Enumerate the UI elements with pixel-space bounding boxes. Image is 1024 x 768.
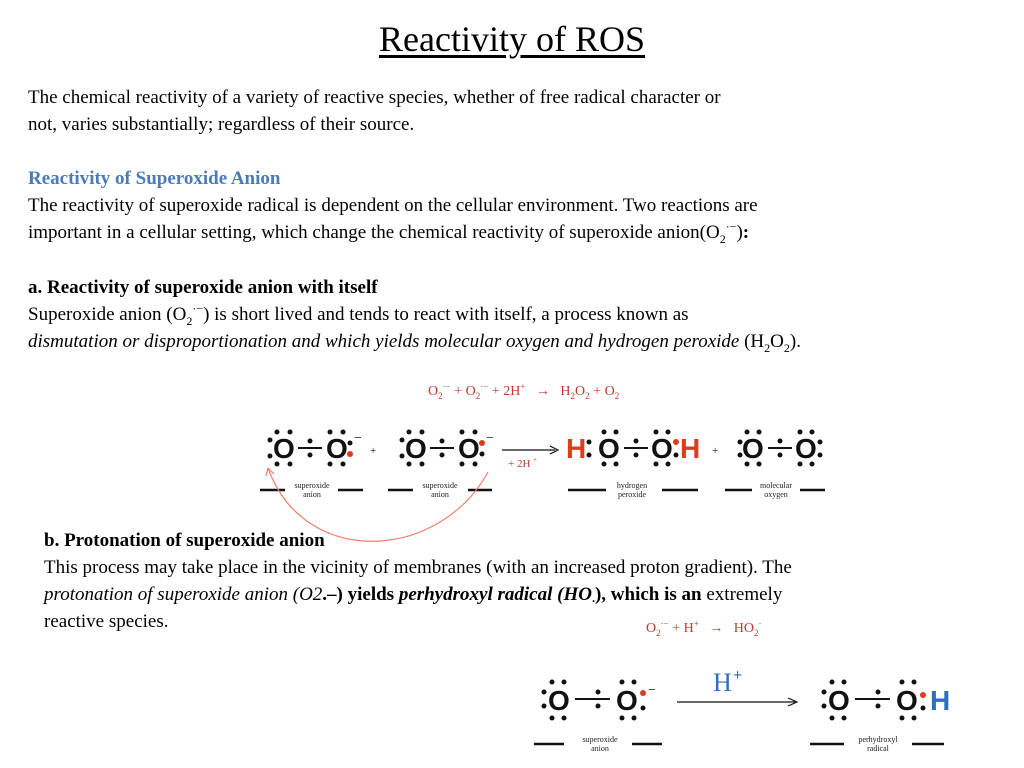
- section-b: [44, 527, 792, 635]
- eq2-product: HO: [733, 621, 755, 636]
- section-a-h2-sub: 2: [764, 340, 771, 355]
- perhydroxyl-molecule: [810, 680, 950, 754]
- section-a-heading: a. Reactivity of superoxide anion with itself: [28, 277, 378, 298]
- section-a-sub: 2: [186, 313, 193, 328]
- section-a-o: O: [770, 331, 784, 352]
- label-superoxide-2: superoxide: [422, 481, 458, 490]
- molecular-oxygen-molecule: [725, 430, 825, 500]
- section-b-line-3: reactive species.: [44, 611, 169, 632]
- arrow-label-2h: + 2H: [508, 458, 531, 470]
- superoxide-molecule-3: [534, 680, 662, 754]
- section-b-bold-1: .–) yields: [322, 584, 399, 605]
- atom-o: O: [651, 433, 673, 464]
- eq1-sub-a: 2: [438, 390, 443, 401]
- eq1-hplus: +: [520, 381, 526, 392]
- superoxide-heading: Reactivity of Superoxide Anion: [28, 168, 281, 189]
- section-a-line-2-post: ).: [789, 331, 801, 352]
- atom-o: O: [405, 433, 427, 464]
- atom-h: H: [680, 433, 701, 464]
- equation-2: [646, 618, 762, 638]
- atom-o: O: [795, 433, 817, 464]
- hplus-sup: +: [733, 667, 743, 684]
- atom-o: O: [458, 433, 480, 464]
- eq1-h2o2-o: O: [575, 384, 586, 399]
- atom-o: O: [273, 433, 295, 464]
- eq1-o2: O: [604, 384, 615, 399]
- section-b-line-1: This process may take place in the vicinity of membranes (with an increased proton gradient). The: [44, 557, 792, 578]
- eq2-sub: 2: [656, 627, 661, 638]
- eq1-o-a: O: [428, 384, 439, 399]
- section-b-line-2-post: extremely: [701, 584, 783, 605]
- label-molecular: molecular: [760, 481, 792, 490]
- superoxide-colon: :: [742, 222, 750, 243]
- eq2-plus-h: + H: [672, 621, 694, 636]
- eq2-hplus: +: [693, 618, 699, 629]
- atom-o: O: [616, 685, 638, 716]
- section-b-bold-2: ), which is an: [594, 584, 702, 605]
- eq1-sup-a: ·−: [442, 381, 451, 392]
- section-b-radical-dot: ·: [591, 593, 595, 608]
- label-anion-3: anion: [591, 744, 609, 753]
- eq1-plus-2h: + 2H: [491, 384, 521, 399]
- atom-o: O: [598, 433, 620, 464]
- superoxide-molecule-2: [388, 430, 494, 500]
- label-hydrogen: hydrogen: [616, 481, 648, 490]
- section-a-sup: ·−: [192, 301, 204, 316]
- section-a-h2o2-pre: (H: [739, 331, 765, 352]
- eq1-h: H: [560, 384, 571, 399]
- charge-label: −: [648, 683, 656, 698]
- eq1-h-sub: 2: [570, 390, 576, 401]
- eq1-plus-3: +: [593, 384, 602, 399]
- label-oxygen: oxygen: [764, 490, 788, 499]
- eq1-sub-b: 2: [475, 390, 481, 401]
- label-superoxide-3: superoxide: [582, 735, 618, 744]
- plus-sign-2: +: [712, 445, 719, 457]
- arrow-label-sup: +: [533, 456, 537, 464]
- superoxide-molecule-1: [260, 430, 363, 500]
- label-radical: radical: [867, 744, 889, 753]
- label-perhydroxyl: perhydroxyl: [858, 735, 898, 744]
- equation-1: [428, 381, 620, 401]
- eq2-product-sub: 2: [754, 627, 759, 638]
- section-b-italic: protonation of superoxide anion (O2: [44, 584, 323, 605]
- section-b-heading: b. Protonation of superoxide anion: [44, 530, 325, 551]
- intro-line-1: The chemical reactivity of a variety of reactive species, whether of free radical character or: [28, 87, 721, 108]
- atom-o: O: [742, 433, 764, 464]
- superoxide-line-2: important in a cellular setting, which change the chemical reactivity of superoxide anion(O: [28, 222, 720, 243]
- eq2-sup: ·−: [660, 618, 669, 629]
- atom-o: O: [828, 685, 850, 716]
- eq2-arrow: →: [709, 621, 724, 636]
- section-a-italic: dismutation or disproportionation and which yields molecular oxygen and hydrogen peroxide: [28, 331, 740, 352]
- section-a: [28, 274, 801, 355]
- section-b-bold-italic: perhydroxyl radical (HO: [398, 584, 592, 605]
- hydrogen-peroxide-molecule: [566, 430, 700, 500]
- intro-line-2: not, varies substantially; regardless of their source.: [28, 114, 415, 135]
- label-peroxide: peroxide: [618, 490, 646, 499]
- superoxide-section: [28, 165, 758, 246]
- charge-label: −: [486, 431, 494, 446]
- label-anion-1: anion: [303, 490, 321, 499]
- eq1-arrow: →: [535, 384, 550, 399]
- eq1-o2-sub: 2: [614, 390, 620, 401]
- section-a-o2-sub: 2: [783, 340, 790, 355]
- protonation-diagram: [530, 660, 970, 760]
- atom-o: O: [548, 685, 570, 716]
- plus-sign-1: +: [370, 445, 377, 457]
- superoxide-sup: ·−: [725, 219, 737, 234]
- label-superoxide-1: superoxide: [294, 481, 330, 490]
- atom-o: O: [896, 685, 918, 716]
- superoxide-close: ): [736, 222, 743, 243]
- section-a-line-1-post: ) is short lived and tends to react with itself, a process known as: [203, 304, 689, 325]
- intro-paragraph: [28, 84, 721, 138]
- eq1-sup-b: ·−: [480, 381, 489, 392]
- hplus-label: H: [713, 668, 732, 697]
- superoxide-line-1: The reactivity of superoxide radical is dependent on the cellular environment. Two reactions are: [28, 195, 758, 216]
- eq1-plus-1: +: [454, 384, 463, 399]
- eq2-o: O: [646, 621, 657, 636]
- eq1-o-b: O: [465, 384, 476, 399]
- superoxide-sub: 2: [719, 231, 726, 246]
- charge-label: −: [354, 431, 362, 446]
- atom-h: H: [566, 433, 587, 464]
- atom-o: O: [326, 433, 348, 464]
- atom-h: H: [930, 685, 951, 716]
- eq1-h2o2-sub: 2: [585, 390, 590, 401]
- section-a-line-1-pre: Superoxide anion (O: [28, 304, 187, 325]
- label-anion-2: anion: [431, 490, 449, 499]
- eq2-product-sup: ·: [758, 618, 762, 629]
- page-title: Reactivity of ROS: [379, 19, 645, 59]
